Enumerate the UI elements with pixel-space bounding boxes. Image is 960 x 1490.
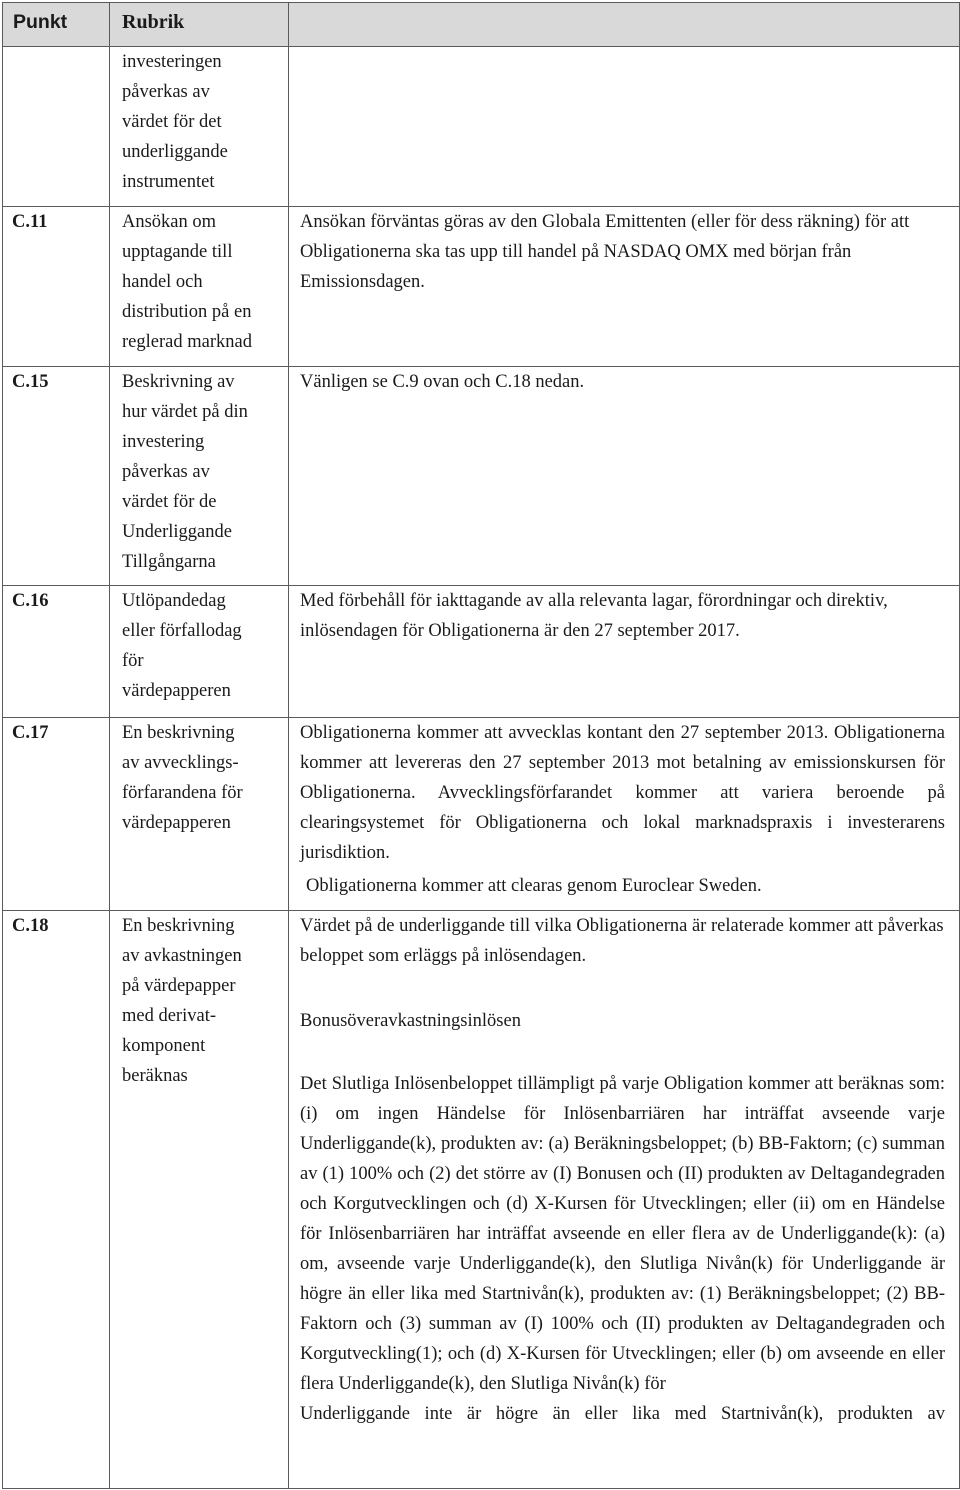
punkt-cell xyxy=(3,47,110,207)
rubrik-line: Beskrivning av xyxy=(122,372,235,392)
rubrik-cell xyxy=(110,367,289,586)
table-row-c16 xyxy=(3,586,960,718)
punkt-cell: C.16 xyxy=(3,586,110,718)
subheading: Bonusöveravkastningsinlösen xyxy=(300,1011,521,1031)
rubrik-line: av avkastningen xyxy=(122,946,242,966)
table-row-c15 xyxy=(3,367,960,586)
content-text: Med förbehåll för iakttagande av alla relevanta lagar, förordningar och direktiv, inlösendagen för Obligationerna är den 27 september 2017. xyxy=(300,591,888,641)
punkt-cell: C.11 xyxy=(3,207,110,367)
table-header-row xyxy=(3,3,960,47)
rubrik-line: av avvecklings- xyxy=(122,753,239,773)
rubrik-line: värdet för det xyxy=(122,112,222,132)
rubrik-line: eller förfallodag xyxy=(122,621,242,641)
rubrik-cell xyxy=(110,207,289,367)
content-text: Vänligen se C.9 ovan och C.18 nedan. xyxy=(300,372,585,392)
rubrik-line: En beskrivning xyxy=(122,723,235,743)
rubrik-line: påverkas av xyxy=(122,462,210,482)
rubrik-cell xyxy=(110,911,289,1489)
content-cell xyxy=(289,47,960,207)
header-punkt: Punkt xyxy=(3,3,110,47)
header-content xyxy=(289,3,960,47)
punkt-cell: C.15 xyxy=(3,367,110,586)
rubrik-line: Tillgångarna xyxy=(122,552,216,572)
rubrik-line: hur värdet på din xyxy=(122,402,248,422)
rubrik-line: distribution på en xyxy=(122,302,252,322)
rubrik-line: för xyxy=(122,651,144,671)
rubrik-line: värdepapperen xyxy=(122,681,231,701)
rubrik-cell xyxy=(110,47,289,207)
rubrik-line: komponent xyxy=(122,1036,206,1056)
rubrik-line: Underliggande xyxy=(122,522,232,542)
content-cell xyxy=(289,911,960,1489)
header-rubrik: Rubrik xyxy=(110,3,289,47)
rubrik-line: med derivat- xyxy=(122,1006,216,1026)
rubrik-cell xyxy=(110,586,289,718)
rubrik-line: investering xyxy=(122,432,205,452)
rubrik-cell xyxy=(110,718,289,911)
summary-table xyxy=(2,2,960,1489)
content-cell xyxy=(289,718,960,911)
rubrik-line: Utlöpandedag xyxy=(122,591,226,611)
content-text: Värdet på de underliggande till vilka Obligationerna är relaterade kommer att påverkas beloppet som erläggs på inlösendagen. xyxy=(300,916,944,966)
rubrik-line: instrumentet xyxy=(122,172,215,192)
punkt-cell: C.17 xyxy=(3,718,110,911)
rubrik-line: En beskrivning xyxy=(122,916,235,936)
rubrik-line: beräknas xyxy=(122,1066,188,1086)
rubrik-line: underliggande xyxy=(122,142,228,162)
content-text: Obligationerna kommer att avvecklas kontant den 27 september 2013. Obligationerna kommer att levereras den 27 september 2013 mot betalning av emissionskursen för Obligationerna. Avvecklingsförfarandet kommer att variera beroende på clearingsystemet för Obligationerna och lokal marknadspraxis i investerarens jurisdiktion. xyxy=(300,723,945,863)
rubrik-line: värdet för de xyxy=(122,492,217,512)
rubrik-line: reglerad marknad xyxy=(122,332,252,352)
rubrik-line: förfarandena för xyxy=(122,783,243,803)
content-paragraph: Det Slutliga Inlösenbeloppet tillämpligt på varje Obligation kommer att beräknas som: (i) om ingen Händelse för Inlösenbarriären har inträffat avseende varje Underliggande(k), produkten av: (a) Beräkningsbeloppet; (b) BB-Faktorn; (c) summan av (1) 100% och (2) det större av (I) Bonusen och (II) produkten av Deltagandegraden och Korgutvecklingen och (d) X-Kursen för Utvecklingen; eller (ii) om en Händelse för Inlösenbarriären har inträffat avseende en eller flera av de Underliggande(k): (a) om, avseende varje Underliggande(k), den Slutliga Nivån(k) för Underliggande är högre än eller lika med Startnivån(k), produkten av: (1) Beräkningsbeloppet; (2) BB-Faktorn och (3) summan av (I) 100% och (II) produkten av Deltagandegraden och Korgutveckling(1); och (d) X-Kursen för Utvecklingen; eller (b) om avseende en eller flera Underliggande(k), den Slutliga Nivån(k) för xyxy=(300,1074,945,1394)
table-row-continuation xyxy=(3,47,960,207)
rubrik-line: Ansökan om xyxy=(122,212,217,232)
content-cell xyxy=(289,367,960,586)
content-paragraph-tail: Underliggande inte är högre än eller lika med Startnivån(k), produkten av xyxy=(300,1404,945,1424)
rubrik-line: på värdepapper xyxy=(122,976,236,996)
rubrik-line: värdepapperen xyxy=(122,813,231,833)
table-row-c11 xyxy=(3,207,960,367)
rubrik-line: investeringen xyxy=(122,52,222,72)
content-text-extra: Obligationerna kommer att clearas genom Euroclear Sweden. xyxy=(306,876,762,896)
rubrik-line: upptagande till xyxy=(122,242,233,262)
rubrik-line: påverkas av xyxy=(122,82,210,102)
table-row-c17 xyxy=(3,718,960,911)
punkt-cell: C.18 xyxy=(3,911,110,1489)
rubrik-line: handel och xyxy=(122,272,203,292)
content-text: Ansökan förväntas göras av den Globala Emittenten (eller för dess räkning) för att Obligationerna ska tas upp till handel på NASDAQ OMX med början från Emissionsdagen. xyxy=(300,212,910,292)
content-cell xyxy=(289,586,960,718)
content-cell xyxy=(289,207,960,367)
table-row-c18 xyxy=(3,911,960,1489)
